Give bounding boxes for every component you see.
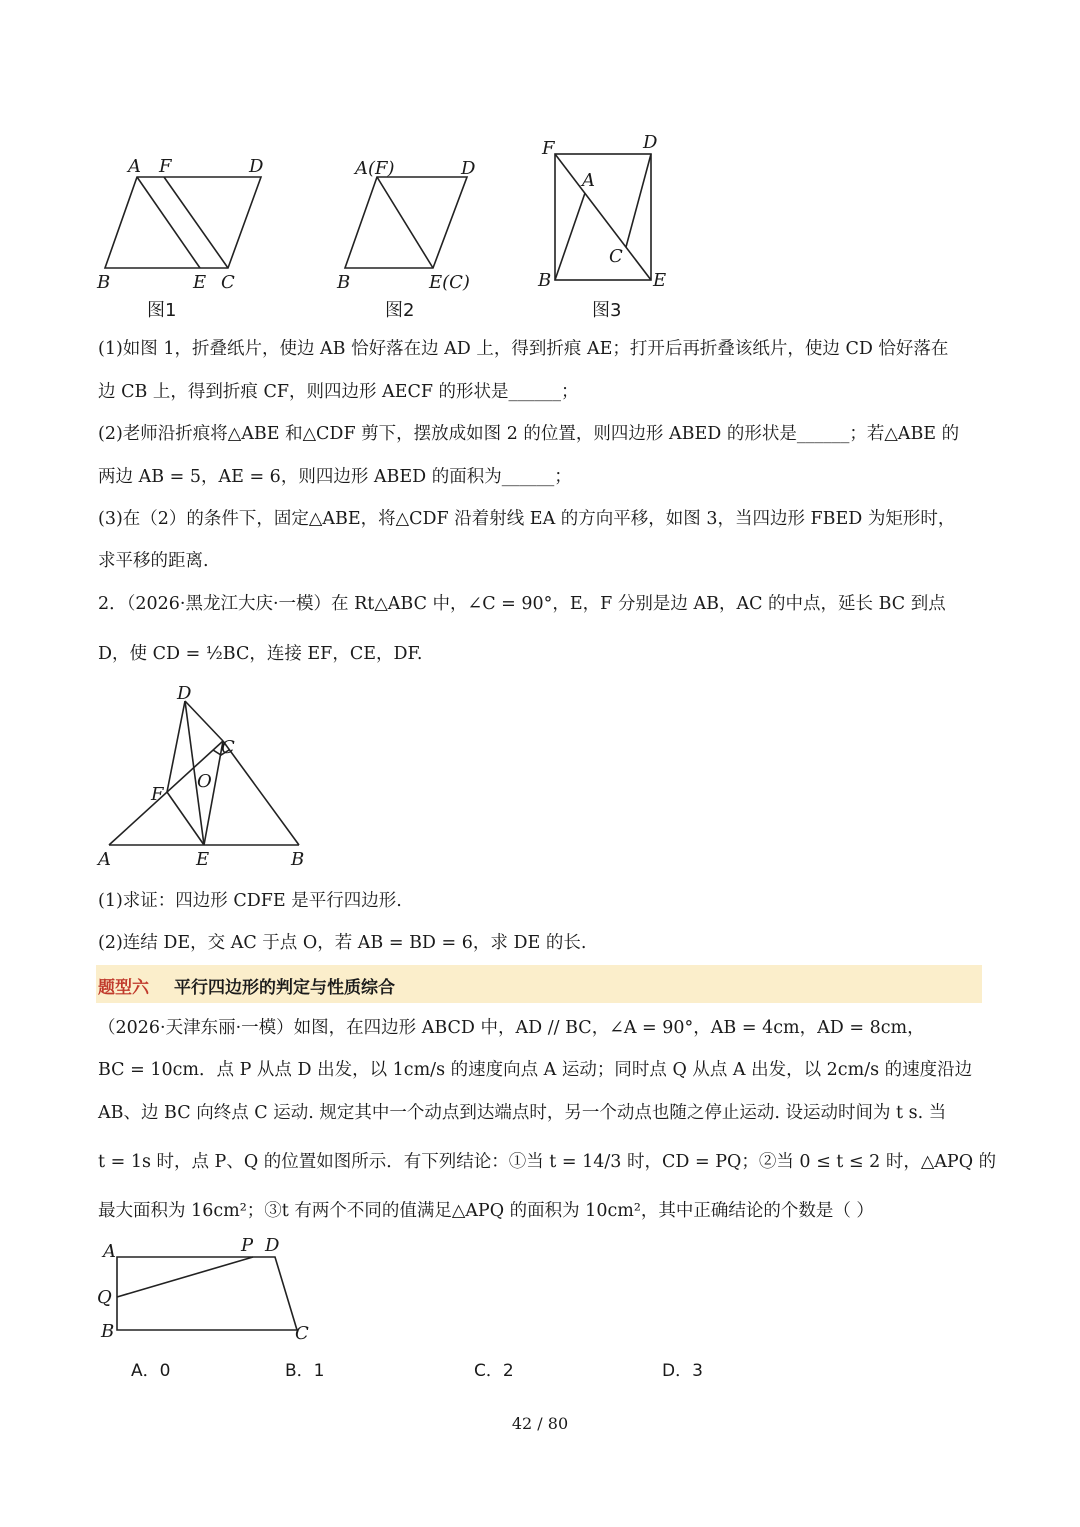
section-title: 平行四边形的判定与性质综合 [174,978,395,998]
q1-line-1: (1)如图 1，折叠纸片，使边 AB 恰好落在边 AD 上，得到折痕 AE；打开后再折叠该纸片，使边 CD 恰好落在 [98,339,949,359]
q3-line-2: BC = 10cm．点 P 从点 D 出发，以 1cm/s 的速度向点 A 运动；同时点 Q 从点 A 出发，以 2cm/s 的速度沿边 [98,1060,973,1080]
label-D: D [177,683,192,704]
q2-sub-2: (2)连结 DE，交 AC 于点 O，若 AB = BD = 6，求 DE 的长. [98,933,587,953]
q2-line-2: D，使 CD = ½BC，连接 EF，CE，DF. [98,644,423,664]
label-Q: Q [97,1287,112,1308]
label-D: D [461,158,476,179]
section-tag: 题型六 [98,978,149,998]
option-d[interactable]: D．3 [662,1361,703,1381]
label-A-F: A(F) [355,158,395,179]
figure-3-caption: 图3 [592,300,622,321]
label-E: E [196,849,210,870]
q3-line-3: AB、边 BC 向终点 C 运动. 规定其中一个动点到达端点时，另一个动点也随之停止运动. 设运动时间为 t s. 当 [98,1103,947,1123]
label-F: F [151,784,164,805]
label-D: D [265,1235,280,1256]
page-number: 42 / 80 [511,1414,569,1433]
label-B: B [291,849,305,870]
figure-3 [535,130,675,295]
q2-sub-1: (1)求证：四边形 CDFE 是平行四边形. [98,891,402,911]
q3-line-4: t = 1s 时，点 P、Q 的位置如图所示．有下列结论：①当 t = 14/3 时，CD = PQ；②当 0 ≤ t ≤ 2 时，△APQ 的 [98,1152,997,1172]
label-B: B [101,1321,115,1342]
label-A: A [103,1241,116,1262]
q2-line-1: 2．（2026·黑龙江大庆·一模）在 Rt△ABC 中，∠C = 90°，E，F 分别是边 AB，AC 的中点，延长 BC 到点 [98,594,946,614]
label-C: C [609,246,623,267]
figure-1 [95,150,265,295]
q1-line-2: 边 CB 上，得到折痕 CF，则四边形 AECF 的形状是______； [98,382,579,402]
label-O: O [197,771,212,792]
label-B: B [97,272,111,293]
option-b[interactable]: B．1 [285,1361,325,1381]
label-F: F [159,156,172,177]
figure-2 [335,150,495,295]
label-F: F [542,138,555,159]
figure-5 [95,1235,325,1345]
option-a[interactable]: A．0 [131,1361,171,1381]
label-A: A [582,170,595,191]
figure-2-caption: 图2 [385,300,415,321]
label-D: D [249,156,264,177]
figure-1-caption: 图1 [147,300,177,321]
q1-line-4: 两边 AB = 5，AE = 6，则四边形 ABED 的面积为______； [98,467,572,487]
label-B: B [337,272,351,293]
label-A: A [98,849,111,870]
label-C: C [221,272,235,293]
label-E: E [193,272,207,293]
section-header [96,965,982,1003]
figure-4 [95,683,315,873]
q1-line-6: 求平移的距离. [98,551,209,571]
label-P: P [241,1235,254,1256]
label-C: C [221,737,235,758]
q1-line-3: (2)老师沿折痕将△ABE 和△CDF 剪下，摆放成如图 2 的位置，则四边形 ABED 的形状是______；若△ABE 的 [98,424,960,444]
q1-line-5: (3)在（2）的条件下，固定△ABE，将△CDF 沿着射线 EA 的方向平移，如图 3，当四边形 FBED 为矩形时， [98,509,956,529]
label-A: A [128,156,141,177]
q3-line-1: （2026·天津东丽·一模）如图，在四边形 ABCD 中，AD // BC，∠A = 90°，AB = 4cm，AD = 8cm， [98,1018,925,1038]
label-E: E [653,270,667,291]
label-C: C [295,1323,309,1344]
label-B: B [538,270,552,291]
q3-line-5: 最大面积为 16cm²；③t 有两个不同的值满足△APQ 的面积为 10cm²，其中正确结论的个数是（ ） [98,1201,874,1221]
option-c[interactable]: C．2 [474,1361,514,1381]
label-E-C: E(C) [429,272,470,293]
label-D: D [643,132,658,153]
